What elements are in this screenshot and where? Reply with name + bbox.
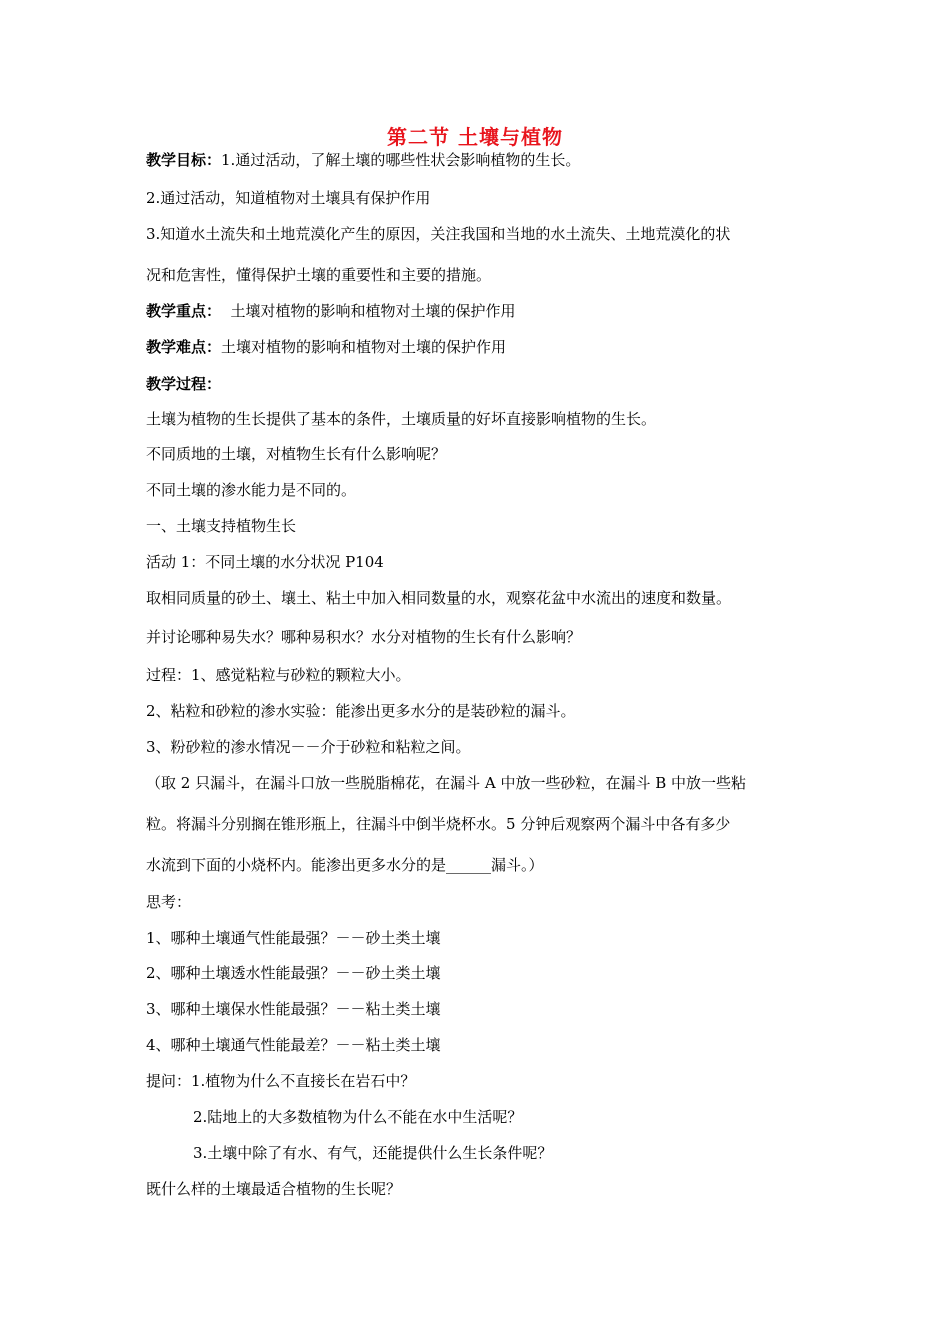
- page-title: 第二节 土壤与植物: [387, 125, 563, 149]
- key-point-line: [146, 301, 516, 321]
- think-item-2: 2、哪种土壤透水性能最强？－－砂土类土壤: [146, 964, 441, 982]
- activity-1-text-b: 并讨论哪种易失水？哪种易积水？水分对植物的生长有什么影响？: [146, 628, 582, 646]
- objective-3b: 况和危害性，懂得保护土壤的重要性和主要的措施。: [146, 266, 492, 284]
- key-point-label: 教学重点：: [146, 302, 222, 320]
- question-3: 3.土壤中除了有水、有气，还能提供什么生长条件呢？: [193, 1144, 553, 1162]
- activity-1-heading: 活动 1：不同土壤的水分状况 P104: [146, 553, 384, 571]
- think-label: 思考：: [146, 893, 192, 911]
- step-2: 2、粘粒和砂粒的渗水实验：能渗出更多水分的是装砂粒的漏斗。: [146, 702, 576, 720]
- question-1: 提问：1.植物为什么不直接长在岩石中？: [146, 1072, 416, 1090]
- think-item-3: 3、哪种土壤保水性能最强？－－粘土类土壤: [146, 1000, 441, 1018]
- process-paragraph-3: 不同土壤的渗水能力是不同的。: [146, 481, 357, 499]
- experiment-note-3: 水流到下面的小烧杯内。能渗出更多水分的是______漏斗。）: [146, 856, 544, 874]
- step-3: 3、粉砂粒的渗水情况－－介于砂粒和粘粒之间。: [146, 738, 471, 756]
- think-item-1: 1、哪种土壤通气性能最强？－－砂土类土壤: [146, 929, 441, 947]
- objectives-line-1: [146, 150, 580, 170]
- process-paragraph-1: 土壤为植物的生长提供了基本的条件，土壤质量的好坏直接影响植物的生长。: [146, 410, 657, 428]
- process-paragraph-2: 不同质地的土壤，对植物生长有什么影响呢？: [146, 445, 447, 463]
- objective-3a: 3.知道水土流失和土地荒漠化产生的原因，关注我国和当地的水土流失、土地荒漠化的状: [146, 225, 731, 243]
- difficulty-text: 土壤对植物的影响和植物对土壤的保护作用: [221, 338, 507, 356]
- difficulty-line: [146, 337, 506, 357]
- experiment-note-1: （取 2 只漏斗，在漏斗口放一些脱脂棉花，在漏斗 A 中放一些砂粒，在漏斗 B 中放一些粘: [146, 774, 747, 792]
- activity-1-text-a: 取相同质量的砂土、壤土、粘土中加入相同数量的水，观察花盆中水流出的速度和数量。: [146, 589, 732, 607]
- experiment-note-2: 粒。将漏斗分别搁在锥形瓶上，往漏斗中倒半烧杯水。5 分钟后观察两个漏斗中各有多少: [146, 815, 731, 833]
- difficulty-label: 教学难点：: [146, 338, 222, 356]
- key-point-text: 土壤对植物的影响和植物对土壤的保护作用: [221, 302, 516, 320]
- objective-2: 2.通过活动，知道植物对土壤具有保护作用: [146, 189, 431, 207]
- objectives-label: 教学目标：: [146, 151, 222, 169]
- section-heading-1: 一、土壤支持植物生长: [146, 517, 297, 535]
- step-1: 过程：1、感觉粘粒与砂粒的颗粒大小。: [146, 666, 411, 684]
- think-item-4: 4、哪种土壤通气性能最差？－－粘土类土壤: [146, 1036, 441, 1054]
- objective-1: 1.通过活动，了解土壤的哪些性状会影响植物的生长。: [221, 151, 581, 169]
- question-2: 2.陆地上的大多数植物为什么不能在水中生活呢？: [193, 1108, 523, 1126]
- closing-question: 既什么样的土壤最适合植物的生长呢？: [146, 1180, 402, 1198]
- process-label: 教学过程：: [146, 375, 222, 393]
